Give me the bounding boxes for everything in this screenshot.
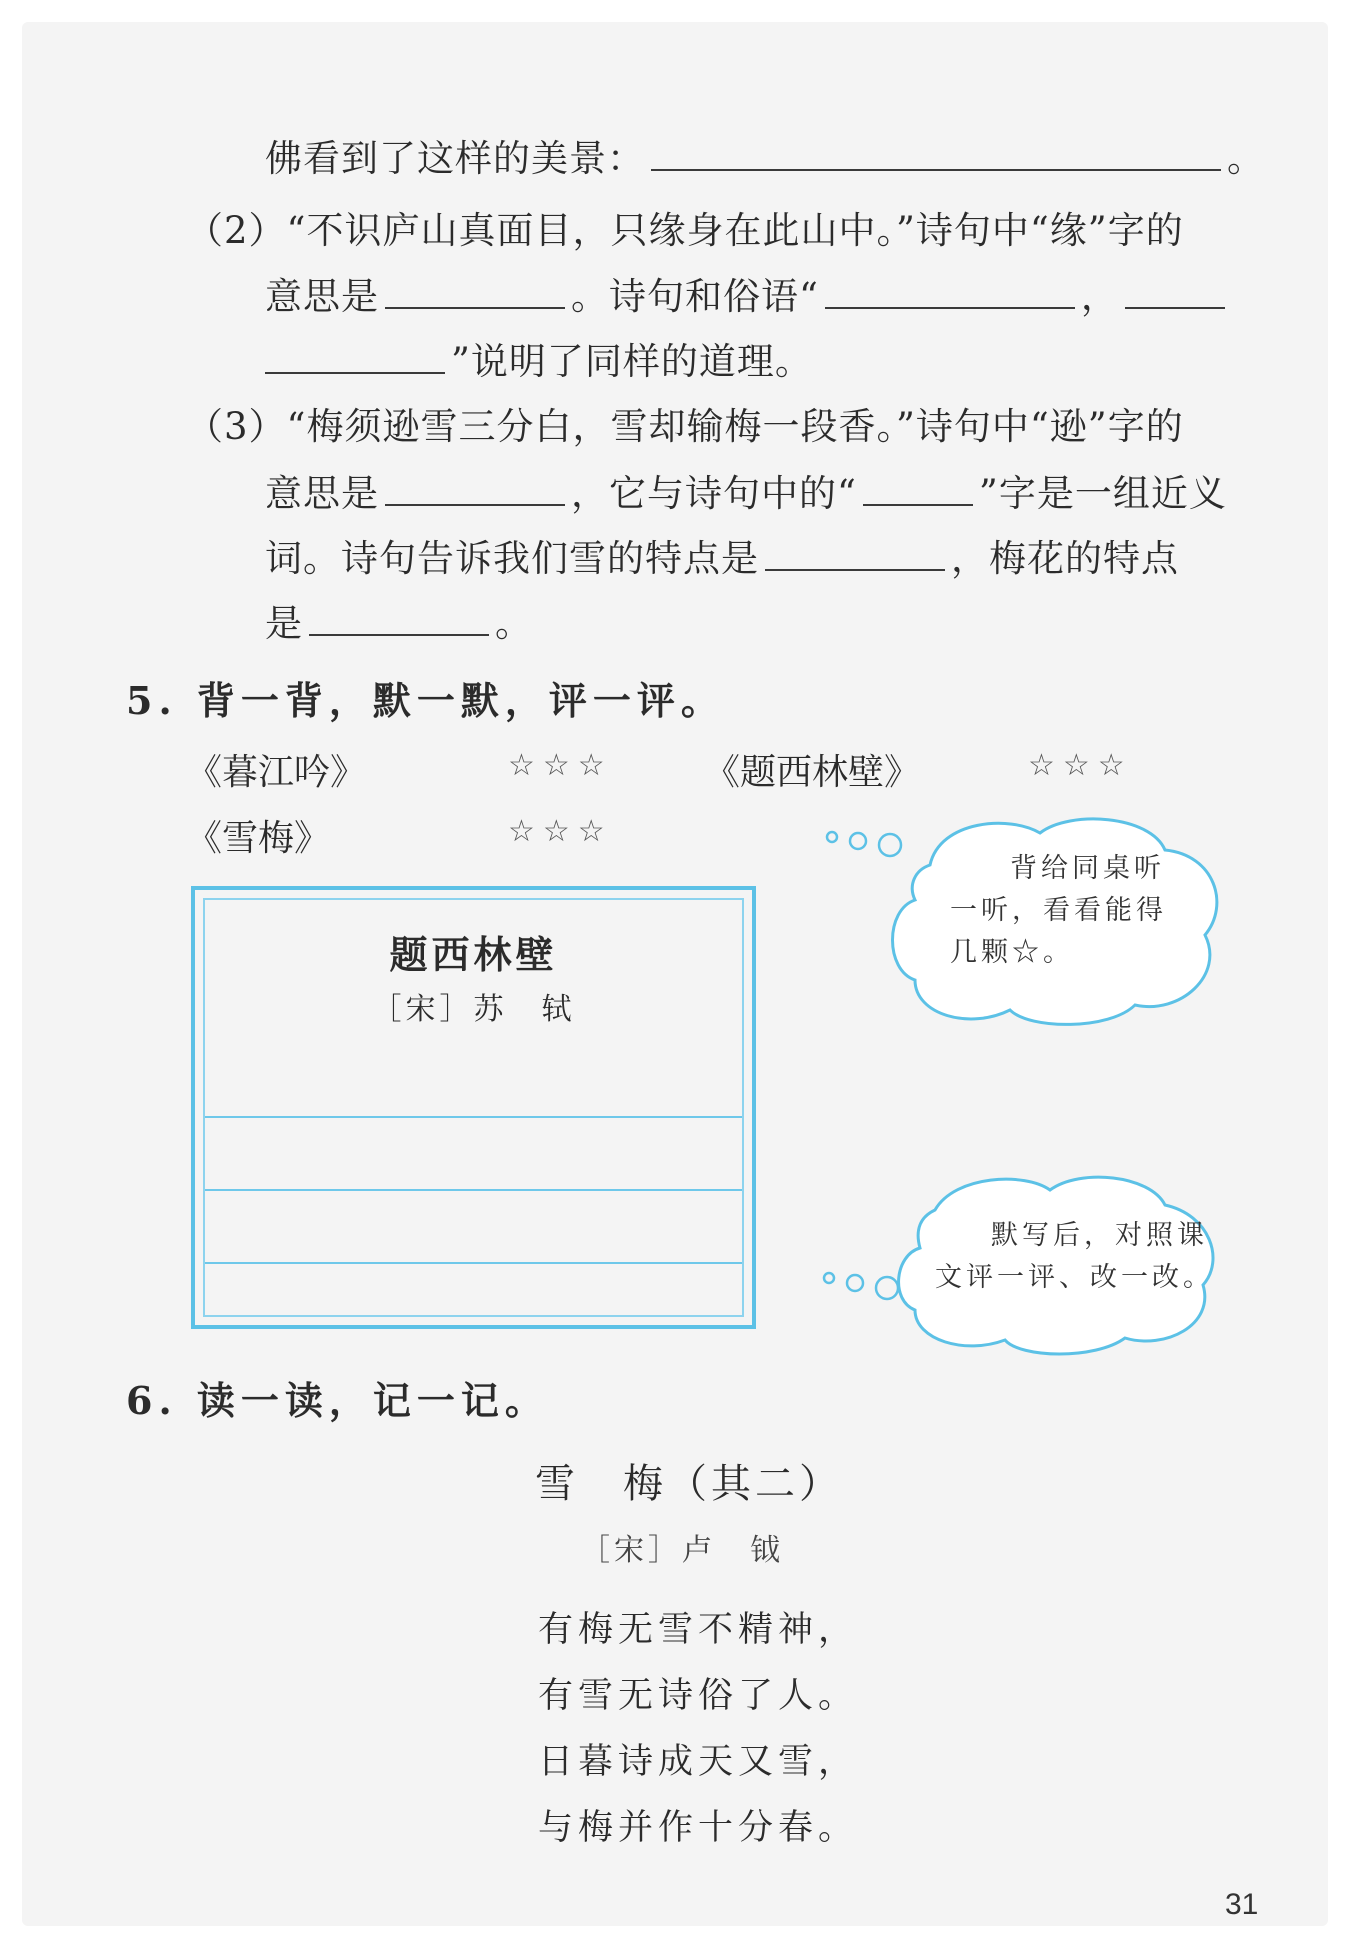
q4-line1: 佛看到了这样的美景： 。 <box>265 137 1265 180</box>
answer-blank[interactable] <box>309 600 489 636</box>
item-number: （3） <box>186 405 287 448</box>
box-poem-title: 题西林壁 <box>389 932 558 977</box>
q4-item3-line1: （3）“梅须逊雪三分白，雪却输梅一段香。”诗句中“逊”字的 <box>186 405 1184 448</box>
q4-item3-line4: 是 。 <box>265 602 533 645</box>
dictation-box <box>191 886 756 1329</box>
answer-blank[interactable] <box>825 273 1075 309</box>
poem-title-xuemei: 《雪梅》 <box>186 818 331 859</box>
page-number: 31 <box>1225 1888 1259 1921</box>
writing-line[interactable] <box>205 1189 742 1191</box>
q5-heading: 5. 背一背，默一默，评一评。 <box>126 678 725 723</box>
answer-blank[interactable] <box>1125 273 1225 309</box>
q4-line1-text: 佛看到了这样的美景： <box>265 137 645 180</box>
rating-stars[interactable]: ☆☆☆ <box>1028 748 1133 783</box>
rating-stars[interactable]: ☆☆☆ <box>508 748 613 783</box>
poem-line: 有梅无雪不精神， <box>538 1610 859 1650</box>
q4-item2-line2: 意思是 。诗句和俗语“ ， <box>265 273 1231 320</box>
q4-item3-line3: 词。诗句告诉我们雪的特点是 ，梅花的特点 <box>265 537 1179 580</box>
answer-blank[interactable] <box>863 470 973 506</box>
box-poem-author: ［宋］苏 轼 <box>371 992 576 1027</box>
poem-line: 与梅并作十分春。 <box>538 1808 859 1848</box>
answer-blank[interactable] <box>265 338 445 374</box>
poem-line: 有雪无诗俗了人。 <box>538 1676 859 1716</box>
poem-title-mujiangyin: 《暮江吟》 <box>186 752 367 793</box>
rating-stars[interactable]: ☆☆☆ <box>508 814 613 849</box>
bubble-1-text: 背给同桌听 一听，看看能得 几颗☆。 <box>950 853 1167 968</box>
q6-poem-author: ［宋］卢 钺 <box>580 1533 784 1568</box>
q6-poem-title: 雪 梅（其二） <box>535 1461 843 1507</box>
answer-blank[interactable] <box>765 535 945 571</box>
q6-heading: 6. 读一读，记一记。 <box>126 1378 549 1423</box>
poem-line: 日暮诗成天又雪， <box>538 1742 859 1782</box>
q4-item2-line3: ”说明了同样的道理。 <box>265 338 813 385</box>
answer-blank[interactable] <box>651 135 1221 171</box>
q4-item2-line1: （2）“不识庐山真面目，只缘身在此山中。”诗句中“缘”字的 <box>186 209 1184 252</box>
answer-blank[interactable] <box>385 273 565 309</box>
writing-line[interactable] <box>205 1262 742 1264</box>
writing-line[interactable] <box>205 1116 742 1118</box>
bubble-2-text: 默写后，对照课 文评一评、改一改。 <box>935 1220 1214 1293</box>
dictation-box-inner <box>203 898 744 1317</box>
q4-item3-line2: 意思是 ，它与诗句中的“ ”字是一组近义 <box>265 472 1227 515</box>
answer-blank[interactable] <box>385 470 565 506</box>
item-number: （2） <box>186 209 287 252</box>
poem-title-tixilinbi: 《题西林壁》 <box>704 752 921 793</box>
